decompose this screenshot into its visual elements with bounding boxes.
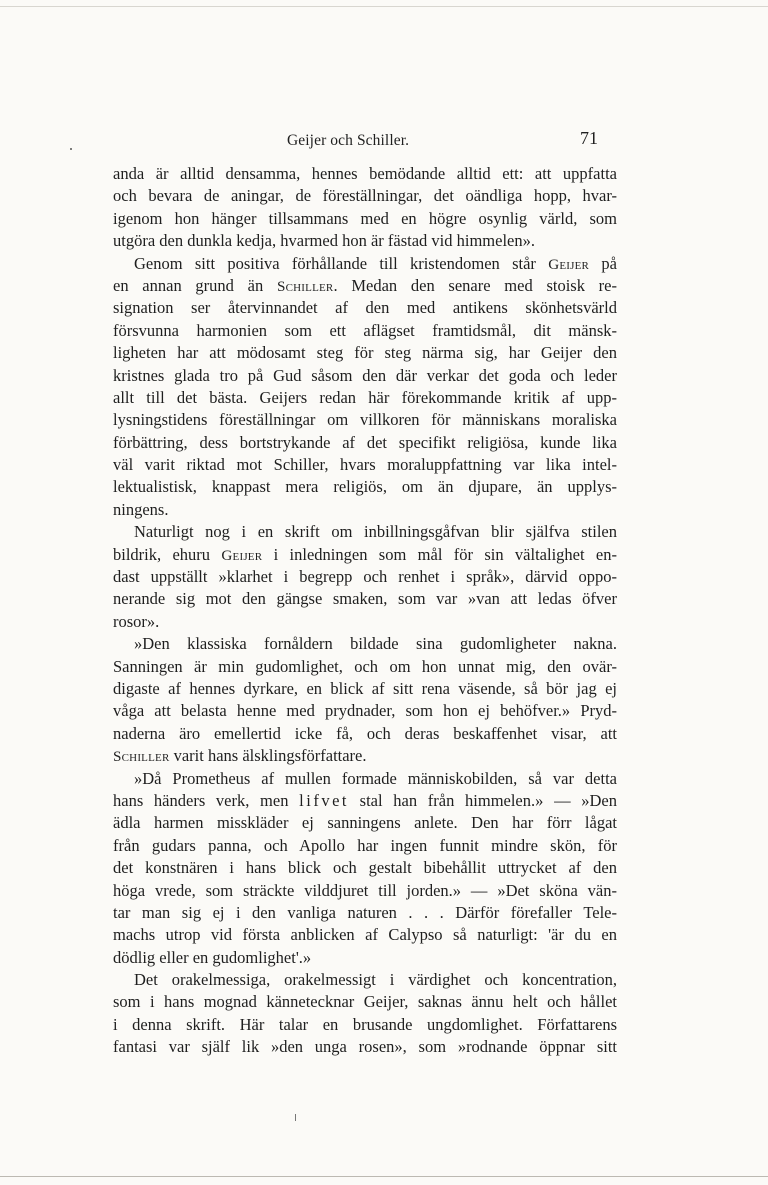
text-line — [113, 454, 617, 476]
text-run: Det orakelmessiga, orakelmessigt i värdighet och koncentration, — [134, 970, 617, 990]
text-run: allt till det bästa. Geijers redan här förekommande kritik af upp- — [113, 387, 617, 407]
text-run: igenom hon hänger tillsammans med en högre osynlig värld, som — [113, 208, 617, 228]
small-caps-name: Geijer — [221, 546, 263, 564]
text-line — [113, 409, 617, 431]
text-line — [113, 544, 617, 566]
text-line — [113, 700, 617, 722]
text-line — [113, 880, 617, 902]
text-run: lysningstidens föreställningar om villkoren för människans moraliska — [113, 410, 617, 430]
text-line — [113, 297, 617, 319]
page-header — [0, 128, 768, 154]
text-run: dast uppställt »klarhet i begrepp och renhet i språk», därvid oppo- — [113, 567, 617, 587]
small-caps-name: Schiller — [276, 277, 334, 295]
text-run: ligheten har att mödosamt steg för steg närma sig, har Geijer den — [113, 343, 617, 363]
text-line — [113, 521, 617, 543]
text-line — [113, 275, 617, 297]
text-run: Genom sitt positiva förhållande till kristendomen står — [134, 253, 549, 273]
text-run: hans händers verk, men — [113, 790, 300, 810]
small-caps-name: Geijer — [548, 255, 590, 273]
text-run: höga vrede, som sträckte vilddjuret till jorden.» — »Det sköna vän- — [113, 880, 617, 900]
text-run: ningens. — [113, 499, 169, 519]
text-line — [113, 678, 617, 700]
page-number: 71 — [580, 128, 598, 148]
text-line — [113, 499, 617, 521]
text-run: fantasi var själf lik »den unga rosen», som »rodnande öppnar sitt — [113, 1037, 617, 1057]
text-line — [113, 253, 617, 275]
text-line — [113, 1014, 617, 1036]
text-run: det konstnären i hans blick och gestalt bibehållit uttrycket af den — [113, 858, 617, 878]
text-run: väl varit riktad mot Schiller, hvars moraluppfattning var lika intel- — [113, 455, 617, 475]
body-text — [113, 163, 617, 1059]
text-line — [113, 342, 617, 364]
text-line — [113, 365, 617, 387]
text-line — [113, 812, 617, 834]
text-line — [113, 723, 617, 745]
text-run: lektualistisk, knappast mera religiös, om än djupare, än upplys- — [113, 477, 617, 497]
scan-edge-bottom — [0, 1176, 768, 1177]
text-line — [113, 633, 617, 655]
text-line — [113, 185, 617, 207]
text-line — [113, 857, 617, 879]
scan-mark — [295, 1114, 296, 1121]
text-run: bildrik, ehuru — [113, 544, 222, 564]
text-run: Sanningen är min gudomlighet, och om hon unnat mig, den ovär- — [113, 656, 617, 676]
text-line — [113, 656, 617, 678]
text-line — [113, 1036, 617, 1058]
text-run: våga att belasta henne med prydnader, som hon ej behöfver.» Pryd- — [113, 701, 617, 721]
text-run: »Då Prometheus af mullen formade människobilden, så var detta — [134, 768, 617, 788]
running-title: Geijer och Schiller. — [287, 132, 410, 149]
text-run: signation ser återvinnandet af den med antikens skönhetsvärld — [113, 298, 617, 318]
small-caps-name: Schiller — [113, 748, 170, 766]
text-run: nerande sig mot den gängse smaken, som var »van att ledas öfver — [113, 589, 617, 609]
text-run: från gudars panna, och Apollo har ingen funnit mindre skön, för — [113, 835, 617, 855]
text-run: »Den klassiska fornåldern bildade sina gudomligheter nakna. — [134, 634, 617, 654]
text-line — [113, 924, 617, 946]
text-run: tar man sig ej i den vanliga naturen . . . Därför förefaller Tele- — [113, 902, 617, 922]
text-run: machs utrop vid första anblicken af Calypso så naturligt: 'är du en — [113, 925, 617, 945]
text-run: Naturligt nog i en skrift om inbillningsgåfvan blir själfva stilen — [134, 522, 617, 542]
text-line — [113, 768, 617, 790]
text-line — [113, 790, 617, 812]
text-line — [113, 208, 617, 230]
text-run: dödlig eller en gudomlighet'.» — [113, 947, 312, 967]
text-run: . Medan den senare med stoisk re- — [333, 275, 617, 295]
text-run: ädla harmen misskläder ej sanningens anlete. Den har förr lågat — [113, 813, 617, 833]
text-line — [113, 476, 617, 498]
text-line — [113, 745, 617, 767]
text-line — [113, 432, 617, 454]
text-run: utgöra den dunkla kedja, hvarmed hon är fästad vid himmelen». — [113, 231, 535, 251]
spaced-emphasis: lifvet — [299, 790, 349, 810]
text-run: naderna äro emellertid icke få, och deras beskaffenhet visar, att — [113, 723, 617, 743]
text-line — [113, 902, 617, 924]
text-run: förbättring, dess bortstrykande af det specifikt religiösa, kunde lika — [113, 432, 617, 452]
text-run: försvunna harmonien som ett aflägset framtidsmål, dit mänsk- — [113, 320, 617, 340]
text-run: digaste af hennes dyrkare, en blick af sitt rena väsende, så bör jag ej — [113, 678, 617, 698]
text-line — [113, 387, 617, 409]
text-run: kristnes glada tro på Gud såsom den där verkar det goda och leder — [113, 365, 617, 385]
text-line — [113, 611, 617, 633]
text-line — [113, 163, 617, 185]
text-line — [113, 947, 617, 969]
text-run: varit hans älsklingsförfattare. — [169, 746, 367, 766]
text-run: i inledningen som mål för sin vältalighet en- — [262, 544, 617, 564]
text-run: stal han från himmelen.» — »Den — [348, 790, 617, 810]
text-run: som i hans mognad kännetecknar Geijer, saknas ännu helt och hållet — [113, 992, 617, 1012]
text-run: på — [589, 253, 617, 273]
text-run: en annan grund än — [113, 275, 277, 295]
text-line — [113, 991, 617, 1013]
text-line — [113, 566, 617, 588]
scan-edge-top — [0, 6, 768, 7]
text-line — [113, 320, 617, 342]
text-run: anda är alltid densamma, hennes bemödande alltid ett: att uppfatta — [113, 164, 617, 183]
text-line — [113, 588, 617, 610]
text-line — [113, 230, 617, 252]
text-run: rosor». — [113, 611, 160, 631]
text-run: och bevara de aningar, de föreställningar, det oändliga hopp, hvar- — [113, 186, 617, 206]
text-line — [113, 835, 617, 857]
text-run: i denna skrift. Här talar en brusande ungdomlighet. Författarens — [113, 1014, 617, 1034]
text-line — [113, 969, 617, 991]
